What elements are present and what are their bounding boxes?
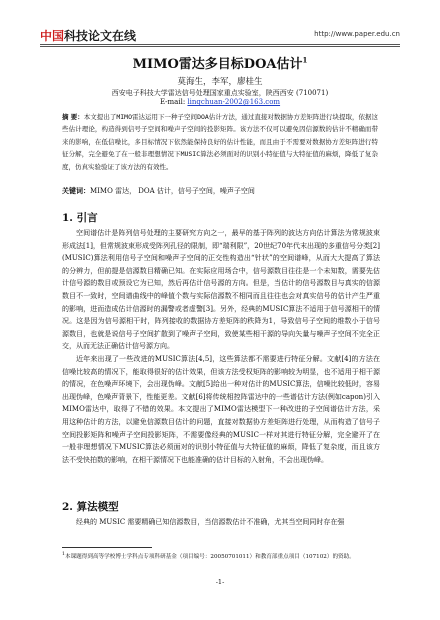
footnote — [62, 550, 380, 562]
email-link[interactable]: linqchuan-2002@163.com — [187, 98, 281, 106]
abstract — [62, 111, 378, 173]
site-logo[interactable] — [40, 27, 136, 44]
keywords-label: 关键词： — [62, 186, 90, 195]
abstract-text: 本文提出了MIMO雷达运用下一种子空间DOA估计方法，通过直接对数据协方差矩阵进行块提取，依据这些估计理论，构造得到信号子空间和噪声子空间的投影矩阵。该方法不仅可以避免因信源数的估计不精确而带来的影响，在低信噪比，多目标情况下依然能保持良好的估计性能，而且由于不需要对数据协方差矩阵进行特征分解，完全避免了在一般非理想情况下MUSIC算法必须面对的识别小特征值与大特征值的麻烦，降低了复杂度，仿真实验验证了该方法的有效性。 — [62, 113, 378, 171]
footnote-text: 本课题得到高等学校博士学科点专项科研基金（项目编号：20050701011）和教育部重点项目（107102）的资助。 — [64, 553, 355, 560]
paper-title: MIMO雷达多目标DOA估计$^1$ — [132, 55, 308, 72]
footnote-mark: 1 — [62, 552, 65, 557]
section-1-heading: 1. 引言 — [62, 212, 98, 224]
section-2-body — [62, 516, 380, 529]
keywords — [62, 186, 378, 196]
section-2-heading: 2. 算法模型 — [62, 501, 119, 513]
page-number: -1- — [215, 578, 225, 586]
section-1-paragraph-1: 空间谱估计是阵列信号处理的主要研究方向之一，最早的基于阵列的波达方向估计算法为常规波束形成法[1]，但常规波束形成受阵列孔径的限制，即“瑞利限”，20世纪70年代末出现的多重信号分类[2](MUSIC)算法利用信号子空间和噪声子空间的正交性构造出“针状”的空间谱峰，从而大大提高了算法的分辨力，但前提是信源数目精确已知。在实际应用场合中，信号源数目往往是一个未知数，需要先估计信号源的数目或预设它为已知，然后再估计信号源的方向。但是，当估计的信号源数目与真实的信源数目不一致时，空间谱曲线中的峰值个数与实际信源数不相同而且往往也会对真实信号的估计产生严重的影响，进而造成估计信源时的漏警或者虚警[3]。另外，经典的MUSIC算法不适用于信号源相干的情况。这是因为信号源相干时，阵列接收的数据协方差矩阵的秩降为1，导致信号子空间的维数小于信号源数目，也就是说信号子空间扩散到了噪声子空间，致使某些相干源的导向矢量与噪声子空间不完全正交，从而无法正确估计信号源方向。 — [62, 229, 380, 351]
header-rule-secondary — [40, 46, 400, 47]
abstract-label: 摘 要： — [62, 113, 84, 121]
logo-black-text: 科技论文在线 — [64, 29, 137, 43]
header-url[interactable]: http://www.paper.edu.cn — [314, 30, 400, 38]
section-1-body — [62, 227, 380, 466]
keywords-text: MIMO 雷达， DOA 估计，信号子空间，噪声子空间 — [90, 187, 255, 195]
paper-email: E-mail: linqchuan-2002@163.com — [159, 98, 281, 106]
page-header — [40, 27, 400, 43]
footnote-rule — [62, 547, 152, 548]
section-1-paragraph-2: 近年来出现了一些改进的MUSIC算法[4,5]，这些算法都不需要进行特征分解。文献[4]的方法在信噪比较高的情况下，能取得很好的估计效果，但该方法受权矩阵的影响较为明显，也不适用于相干源的情况，在色噪声环境下，会出现伪峰。文献[5]给出一种对估计的MUSIC算法，信噪比较低时，容易出现伪峰，色噪声背景下，性能更差。文献[6]将传统相控阵雷达中的一些谱估计方法(例如capon)引入MIMO雷达中，取得了不错的效果。本文提出了MIMO雷达模型下一种改进的子空间谱估计方法，采用这种估计的方法，以避免信源数目估计的问题，直接对数据协方差矩阵进行处理，从而构造了信号子空间投影矩阵和噪声子空间投影矩阵，不需要像经典的MUSIC一样对其进行特征分解，完全避开了在一般非理想情况下MUSIC算法必须面对的识别小特征值与大特征值的麻烦，降低了复杂度，而且该方法不受快拍数的影响，在相干源情况下也能准确的估计目标的入射角，不会出现伪峰。 — [62, 354, 380, 464]
logo-red-text: 中国 — [40, 29, 65, 43]
section-2-paragraph-1: 经典的 MUSIC 需要精确已知信源数目，当信源数估计不准确，尤其当空间同时存在强 — [76, 518, 345, 526]
title-footnote-mark: 1 — [302, 55, 308, 65]
header-rule — [40, 44, 400, 45]
paper-authors: 莫海生，李军，廖桂生 — [177, 77, 263, 87]
paper-affiliation: 西安电子科技大学雷达信号处理国家重点实验室，陕西西安 (710071) — [111, 89, 329, 97]
